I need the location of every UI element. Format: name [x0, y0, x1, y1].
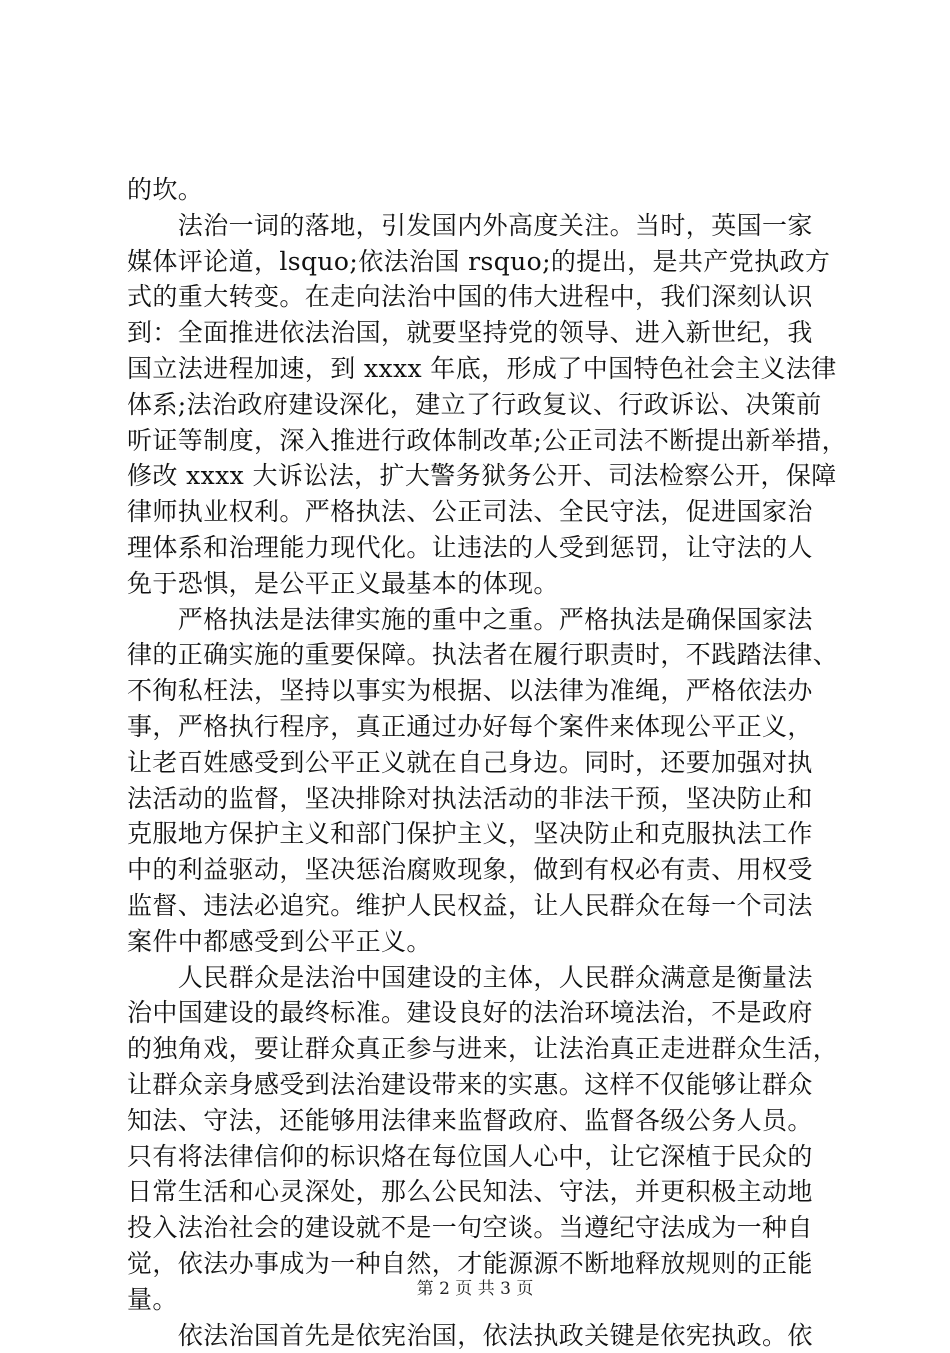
text-line: 听证等制度，深入推进行政体制改革;公正司法不断提出新举措，	[127, 423, 827, 459]
text-line: 法治一词的落地，引发国内外高度关注。当时，英国一家	[127, 208, 827, 244]
text-line: 法活动的监督，坚决排除对执法活动的非法干预，坚决防止和	[127, 781, 827, 817]
text-line: 让群众亲身感受到法治建设带来的实惠。这样不仅能够让群众	[127, 1067, 827, 1103]
text-line: 治中国建设的最终标准。建设良好的法治环境法治，不是政府	[127, 995, 827, 1031]
text-line: 量。	[127, 1282, 827, 1318]
text-line: 到：全面推进依法治国，就要坚持党的领导、进入新世纪，我	[127, 315, 827, 351]
text-line: 日常生活和心灵深处，那么公民知法、守法，并更积极主动地	[127, 1174, 827, 1210]
text-line: 式的重大转变。在走向法治中国的伟大进程中，我们深刻认识	[127, 279, 827, 315]
text-line: 觉，依法办事成为一种自然，才能源源不断地释放规则的正能	[127, 1246, 827, 1282]
text-line: 的坎。	[127, 172, 827, 208]
text-line: 理体系和治理能力现代化。让违法的人受到惩罚，让守法的人	[127, 530, 827, 566]
text-line: 事，严格执行程序，真正通过办好每个案件来体现公平正义，	[127, 709, 827, 745]
text-line: 免于恐惧，是公平正义最基本的体现。	[127, 566, 827, 602]
text-line: 修改 xxxx 大诉讼法，扩大警务狱务公开、司法检察公开，保障	[127, 458, 827, 494]
text-line: 依法治国首先是依宪治国，依法执政关键是依宪执政。依	[127, 1318, 827, 1353]
text-line: 体系;法治政府建设深化，建立了行政复议、行政诉讼、决策前	[127, 387, 827, 423]
document-body	[127, 172, 827, 1353]
text-line: 不徇私枉法，坚持以事实为根据、以法律为准绳，严格依法办	[127, 673, 827, 709]
text-line: 严格执法是法律实施的重中之重。严格执法是确保国家法	[127, 602, 827, 638]
text-line: 律的正确实施的重要保障。执法者在履行职责时，不践踏法律、	[127, 637, 827, 673]
page-footer: 第 2 页 共 3 页	[0, 1274, 950, 1299]
text-line: 人民群众是法治中国建设的主体，人民群众满意是衡量法	[127, 960, 827, 996]
text-line: 的独角戏，要让群众真正参与进来，让法治真正走进群众生活，	[127, 1031, 827, 1067]
text-line: 让老百姓感受到公平正义就在自己身边。同时，还要加强对执	[127, 745, 827, 781]
text-line: 国立法进程加速，到 xxxx 年底，形成了中国特色社会主义法律	[127, 351, 827, 387]
text-line: 只有将法律信仰的标识烙在每位国人心中，让它深植于民众的	[127, 1139, 827, 1175]
text-line: 监督、违法必追究。维护人民权益，让人民群众在每一个司法	[127, 888, 827, 924]
text-line: 律师执业权利。严格执法、公正司法、全民守法，促进国家治	[127, 494, 827, 530]
text-line: 中的利益驱动，坚决惩治腐败现象，做到有权必有责、用权受	[127, 852, 827, 888]
text-line: 案件中都感受到公平正义。	[127, 924, 827, 960]
text-line: 克服地方保护主义和部门保护主义，坚决防止和克服执法工作	[127, 816, 827, 852]
text-line: 媒体评论道，lsquo;依法治国 rsquo;的提出，是共产党执政方	[127, 244, 827, 280]
text-line: 知法、守法，还能够用法律来监督政府、监督各级公务人员。	[127, 1103, 827, 1139]
text-line: 投入法治社会的建设就不是一句空谈。当遵纪守法成为一种自	[127, 1210, 827, 1246]
